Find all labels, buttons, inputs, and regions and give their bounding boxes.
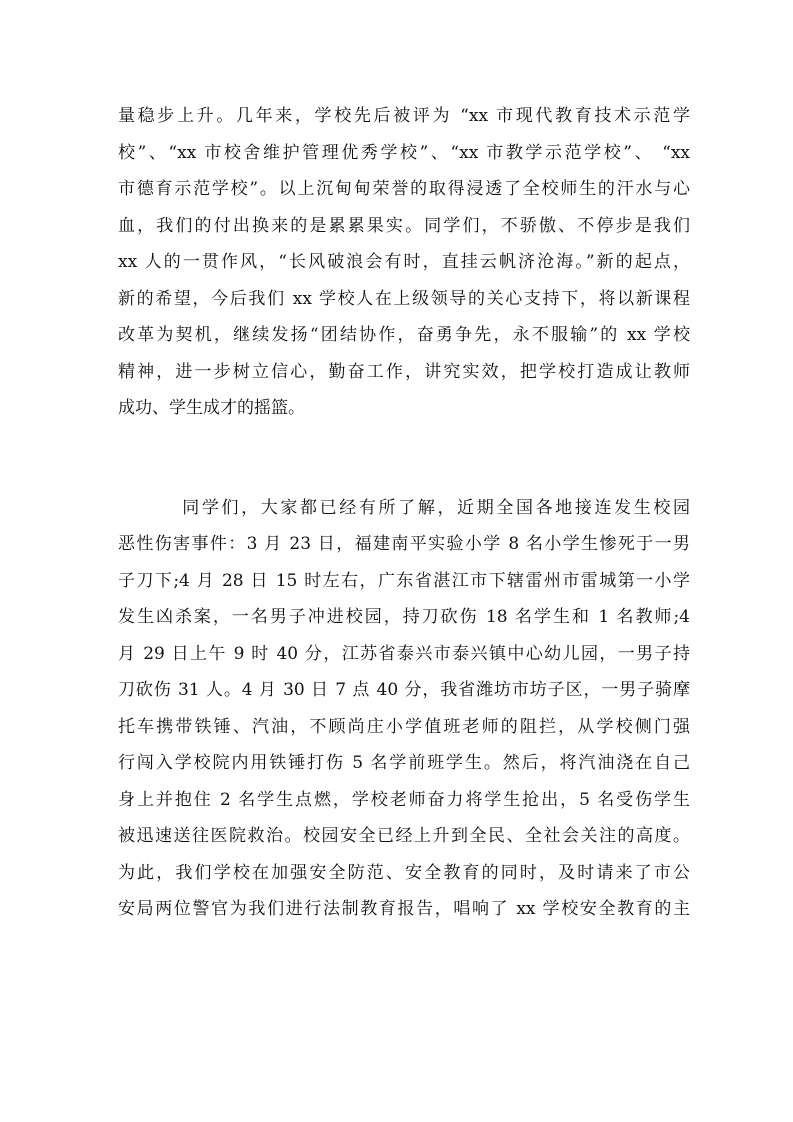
text-line: 为此，我们学校在加强安全防范、安全教育的同时，及时请来了市公 bbox=[118, 862, 690, 883]
text-line: xx 人的一贯作风，“长风破浪会有时，直挂云帆济沧海。”新的起点， bbox=[118, 252, 690, 272]
text-line: 刀砍伤 31 人。4 月 30 日 7 点 40 分，我省潍坊市坊子区，一男子骑摩 bbox=[118, 680, 690, 700]
text-line: 月 29 日上午 9 时 40 分，江苏省泰兴市泰兴镇中心幼儿园，一男子持 bbox=[118, 643, 690, 664]
text-line: 校”、“xx 市校舍维护管理优秀学校”、“xx 市教学示范学校”、 “xx bbox=[118, 142, 690, 163]
document-body bbox=[118, 98, 690, 928]
text-line: 血，我们的付出换来的是累累果实。同学们，不骄傲、不停步是我们 bbox=[118, 215, 690, 236]
text-line: 安局两位警官为我们进行法制教育报告，唱响了 xx 学校安全教育的主 bbox=[118, 899, 690, 919]
text-line: 改革为契机，继续发扬“团结协作，奋勇争先，永不服输”的 xx 学校 bbox=[118, 325, 690, 345]
text-line: 同学们，大家都已经有所了解，近期全国各地接连发生校园 bbox=[118, 497, 690, 518]
text-line: 恶性伤害事件：3 月 23 日，福建南平实验小学 8 名小学生惨死于一男 bbox=[118, 534, 690, 554]
text-line: 被迅速送往医院救治。校园安全已经上升到全民、全社会关注的高度。 bbox=[118, 826, 690, 846]
text-line: 精神，进一步树立信心，勤奋工作，讲究实效，把学校打造成让教师 bbox=[118, 361, 690, 382]
text-line: 子刀下;4 月 28 日 15 时左右，广东省湛江市下辖雷州市雷城第一小学 bbox=[118, 570, 690, 591]
text-line: 身上并抱住 2 名学生点燃，学校老师奋力将学生抢出，5 名受伤学生 bbox=[118, 789, 690, 810]
paragraph-1 bbox=[118, 98, 690, 427]
text-line: 托车携带铁锤、汽油，不顾尚庄小学值班老师的阻拦，从学校侧门强 bbox=[118, 716, 690, 737]
text-line: 发生凶杀案，一名男子冲进校园，持刀砍伤 18 名学生和 1 名教师;4 bbox=[118, 607, 690, 627]
paragraph-gap bbox=[118, 427, 690, 490]
text-line: 成功、学生成才的摇篮。 bbox=[118, 398, 305, 418]
paragraph-2 bbox=[118, 490, 690, 928]
text-line: 新的希望，今后我们 xx 学校人在上级领导的关心支持下，将以新课程 bbox=[118, 288, 690, 309]
text-line: 量稳步上升。几年来，学校先后被评为 “xx 市现代教育技术示范学 bbox=[118, 106, 690, 126]
text-line: 市德育示范学校”。以上沉甸甸荣誉的取得浸透了全校师生的汗水与心 bbox=[118, 179, 690, 199]
text-line: 行闯入学校院内用铁锤打伤 5 名学前班学生。然后，将汽油浇在自己 bbox=[118, 753, 690, 773]
